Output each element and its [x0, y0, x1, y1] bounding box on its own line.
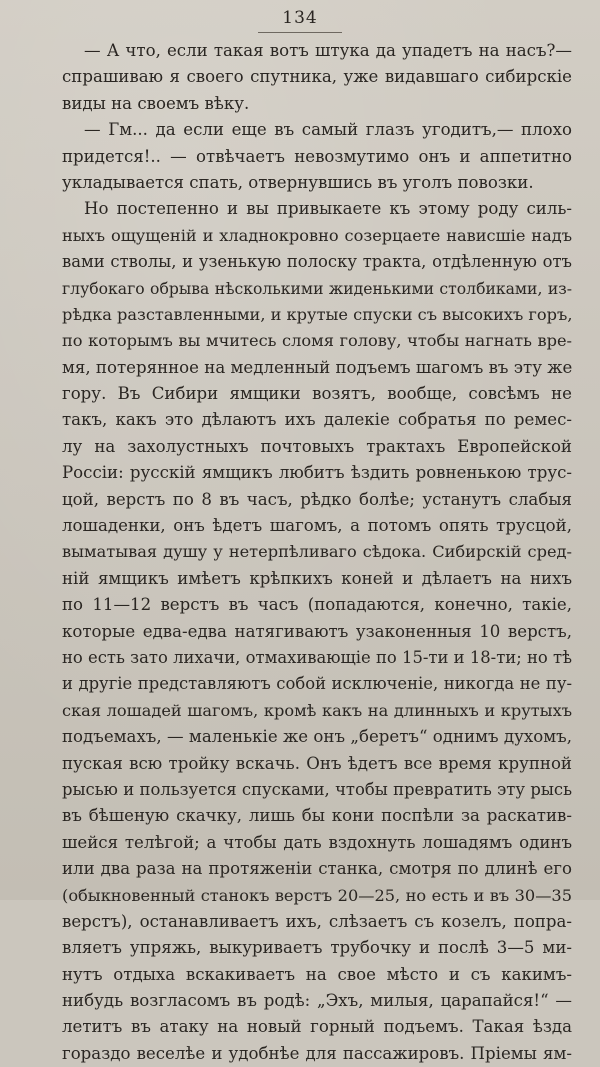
text-line: придется!.. — отвѣчаетъ невозмутимо онъ и аппетитно	[62, 146, 572, 166]
text-line: — А что, если такая вотъ штука да упадетъ на насъ?—	[84, 41, 572, 60]
text-line: летитъ въ атаку на новый горный подъемъ. Такая ѣзда	[62, 1017, 572, 1037]
text-line: спрашиваю я своего спутника, уже видавшаго сибирскіе	[62, 67, 572, 87]
text-line: рѣдка разставленными, и крутые спуски съ высокихъ горъ,	[62, 304, 573, 324]
text-line: выматывая душу у нетерпѣливаго сѣдока. Сибирскій сред-	[62, 542, 572, 562]
text-line: подъемахъ, — маленькіе же онъ „беретъ“ однимъ духомъ,	[62, 727, 572, 747]
text-line: укладывается спать, отвернувшись въ уголъ повозки.	[62, 172, 534, 192]
text-line: ній ямщикъ имѣетъ крѣпкихъ коней и дѣлаетъ на нихъ	[62, 568, 572, 588]
text-line: въ бѣшеную скачку, лишь бы кони поспѣли за раскатив-	[62, 806, 572, 826]
text-line: гораздо веселѣе и удобнѣе для пассажировъ. Пріемы ям-	[62, 1043, 572, 1063]
text-line: рысью и пользуется спусками, чтобы превратить эту рысь	[62, 779, 572, 799]
text-line: по которымъ вы мчитесь сломя голову, чтобы нагнать вре-	[62, 331, 572, 351]
text-line: цой, верстъ по 8 въ часъ, рѣдко болѣе; устанутъ слабыя	[62, 489, 572, 509]
text-line: вляетъ упряжь, выкуриваетъ трубочку и послѣ 3—5 ми-	[62, 938, 572, 958]
text-line: шейся телѣгой; а чтобы дать вздохнуть лошадямъ одинъ	[62, 832, 572, 852]
text-line: вами стволы, и узенькую полоску тракта, отдѣленную отъ	[62, 252, 572, 272]
text-line: (обыкновенный станокъ верстъ 20—25, но есть и въ 30—35	[62, 885, 572, 905]
text-line: верстъ), останавливаетъ ихъ, слѣзаетъ съ козелъ, попра-	[62, 911, 572, 931]
page-number: 134	[282, 8, 318, 28]
text-line: лошаденки, онъ ѣдетъ шагомъ, а потомъ опять трусцой,	[62, 516, 572, 536]
text-line: Но постепенно и вы привыкаете къ этому роду силь-	[84, 199, 572, 219]
text-line: виды на своемъ вѣку.	[62, 93, 250, 113]
text-line: или два раза на протяженіи станка, смотря по длинѣ его	[62, 859, 572, 879]
body-text	[62, 38, 572, 1067]
text-line: такъ, какъ это дѣлаютъ ихъ далекіе собратья по ремес-	[62, 410, 572, 430]
text-line: нибудь возгласомъ въ родѣ: „Эхъ, милыя, царапайся!“ —	[62, 991, 572, 1011]
text-line: которые едва-едва натягиваютъ узаконенныя 10 верстъ,	[62, 621, 572, 641]
text-line: лу на захолустныхъ почтовыхъ трактахъ Европейской	[62, 436, 572, 456]
text-line: но есть зато лихачи, отмахивающіе по 15-ти и 18-ти; но тѣ	[62, 647, 572, 667]
text-line: мя, потерянное на медленный подъемъ шагомъ въ эту же	[62, 357, 573, 377]
text-line: ская лошадей шагомъ, кромѣ какъ на длинныхъ и крутыхъ	[62, 700, 572, 720]
text-line: ныхъ ощущеній и хладнокровно созерцаете нависшіе надъ	[62, 225, 572, 245]
text-line: по 11—12 верстъ въ часъ (попадаются, конечно, такіе,	[62, 595, 572, 615]
text-line: — Гм... да если еще въ самый глазъ угодитъ,— плохо	[84, 120, 572, 140]
text-line: и другіе представляютъ собой исключеніе, никогда не пу-	[62, 674, 572, 694]
text-line: пуская всю тройку вскачь. Онъ ѣдетъ все время крупной	[62, 753, 572, 773]
text-line: глубокаго обрыва нѣсколькими жиденькими столбиками, из-	[62, 279, 572, 298]
text-line: нутъ отдыха вскакиваетъ на свое мѣсто и съ какимъ-	[62, 964, 572, 984]
text-line: гору. Въ Сибири ямщики возятъ, вообще, совсѣмъ не	[62, 384, 572, 404]
text-line: Россіи: русскій ямщикъ любитъ ѣздить ровненькою трус-	[62, 463, 572, 483]
header-rule	[258, 32, 342, 33]
